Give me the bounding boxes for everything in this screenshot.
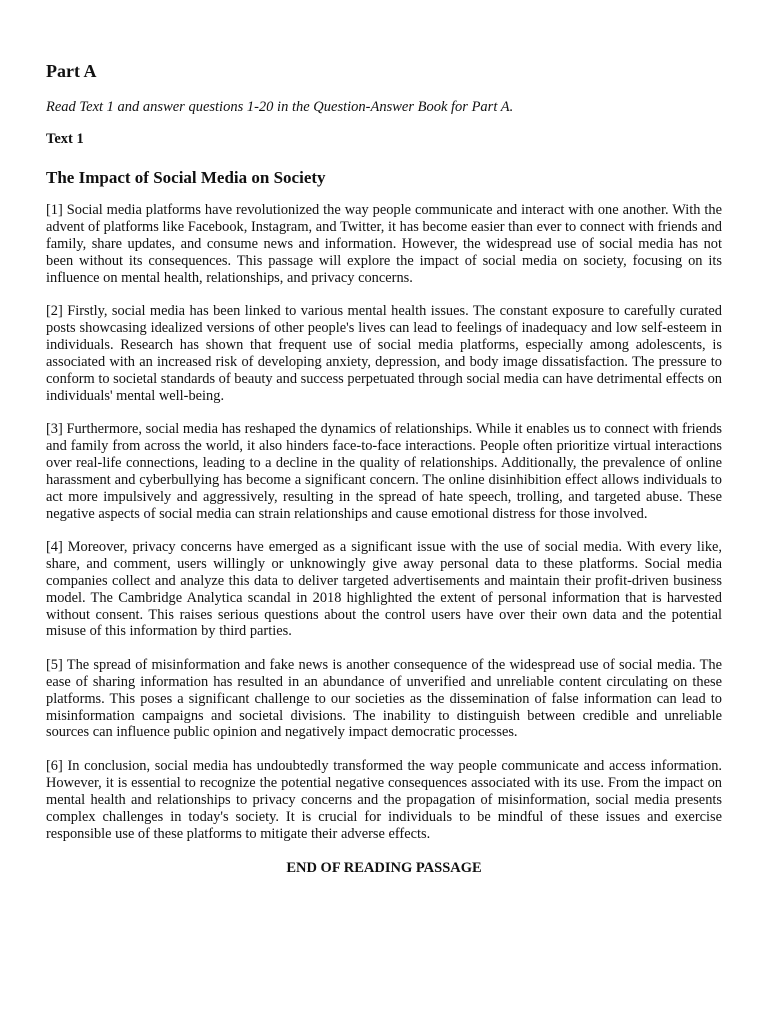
text-label: Text 1 <box>46 131 84 147</box>
paragraph-3: [3] Furthermore, social media has reshaped the dynamics of relationships. While it enables us to connect with friends and family from across the world, it also hinders face-to-face interactions. People often prioritize virtual interactions over real-life connections, leading to a decline in the quality of relationships. Additionally, the prevalence of online harassment and cyberbullying has become a significant concern. The online disinhibition effect allows individuals to act more impulsively and aggressively, resulting in the spread of hate speech, trolling, and targeted abuse. These negative aspects of social media can strain relationships and cause emotional distress for those involved. <box>46 420 722 522</box>
part-instruction: Read Text 1 and answer questions 1-20 in the Question-Answer Book for Part A. <box>46 99 514 115</box>
end-of-passage-label: END OF READING PASSAGE <box>286 859 482 876</box>
part-title: Part A <box>46 61 97 81</box>
paragraph-4: [4] Moreover, privacy concerns have emerged as a significant issue with the use of social media. With every like, share, and comment, users willingly or unknowingly give away personal data to these platforms. Social media companies collect and analyze this data to deliver targeted advertisements and maintain their profit-driven business model. The Cambridge Analytica scandal in 2018 highlighted the extent of personal information that is harvested without consent. This raises serious questions about the control users have over their own data and the potential misuse of this information by third parties. <box>46 538 722 640</box>
paragraph-2: [2] Firstly, social media has been linked to various mental health issues. The constant exposure to carefully curated posts showcasing idealized versions of other people's lives can lead to feelings of inadequacy and low self-esteem in individuals. Research has shown that frequent use of social media platforms, especially among adolescents, is associated with an increased risk of developing anxiety, depression, and body image dissatisfaction. The pressure to conform to societal standards of beauty and success perpetuated through social media can have detrimental effects on individuals' mental well-being. <box>46 303 722 404</box>
paragraph-1: [1] Social media platforms have revolutionized the way people communicate and interact with one another. With the advent of platforms like Facebook, Instagram, and Twitter, it has become easier than ever to connect with friends and family, share updates, and consume news and information. However, the widespread use of social media has not been without its consequences. This passage will explore the impact of social media on society, focusing on its influence on mental health, relationships, and privacy concerns. <box>46 202 722 286</box>
passage-title: The Impact of Social Media on Society <box>46 168 326 187</box>
paragraph-5: [5] The spread of misinformation and fake news is another consequence of the widespread use of social media. The ease of sharing information has resulted in an abundance of unverified and unreliable content circulating on these platforms. This poses a significant challenge to our societies as the dissemination of false information can lead to misinformation campaigns and societal divisions. The inability to distinguish between credible and unreliable sources can influence public opinion and negatively impact democratic processes. <box>46 656 722 741</box>
paragraph-6: [6] In conclusion, social media has undoubtedly transformed the way people communicate and access information. However, it is essential to recognize the potential negative consequences associated with its use. From the impact on mental health and relationships to privacy concerns and the propagation of misinformation, social media presents complex challenges in today's society. It is crucial for individuals to be mindful of these issues and exercise responsible use of these platforms to mitigate their adverse effects. <box>46 757 722 842</box>
reading-passage <box>46 202 722 842</box>
